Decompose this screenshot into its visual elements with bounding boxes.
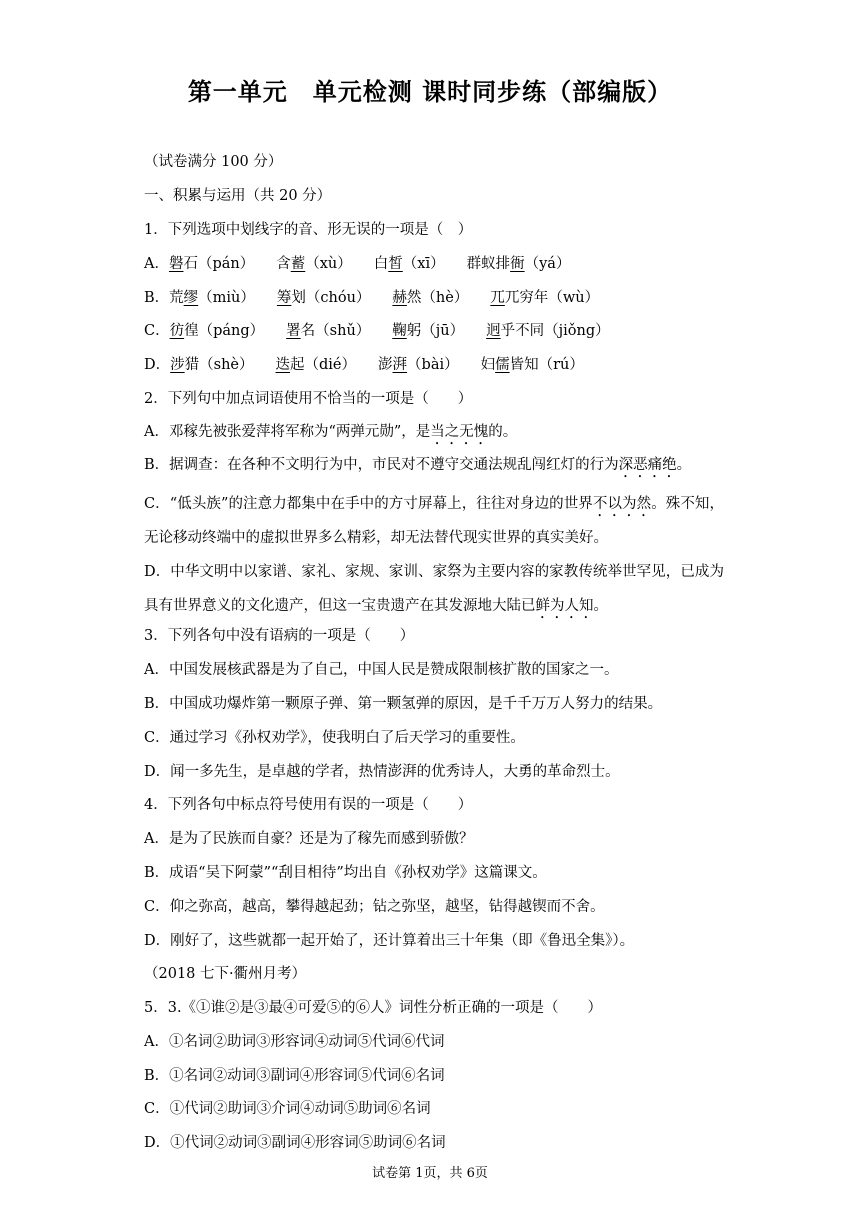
- part-of-speech: ②动词: [213, 1135, 258, 1151]
- sentence-text: 的。: [488, 424, 518, 440]
- underlined-character: 涉: [170, 357, 185, 373]
- question-5-stem: 5．3.《①谁②是③最④可爱⑤的⑥人》词性分析正确的一项是（ ）: [144, 1000, 603, 1016]
- question-5-option-a: [144, 1032, 444, 1052]
- underlined-character: 鞠: [392, 323, 407, 339]
- word-text: 起（dié）: [290, 357, 357, 373]
- dotted-idiom: 不以为然: [592, 496, 652, 512]
- underlined-character: 迭: [275, 357, 291, 373]
- sentence-text: D．中华文明中以家谱、家礼、家规、家训、家祭为主要内容的家教传统举世罕见，已成为具有世界意义的文化遗产，但这一宝贵遗产在其发源地大陆已: [144, 564, 724, 614]
- part-of-speech: ④动词: [313, 1034, 358, 1050]
- question-1-option-d: [144, 355, 584, 375]
- question-3-option-b: B．中国成功爆炸第一颗原子弹、第一颗氢弹的原因，是千千万万人努力的结果。: [144, 696, 663, 712]
- sentence-text: B．据调查：在各种不文明行为中，市民对不遵守交通法规乱闯红灯的行为: [144, 457, 619, 473]
- word-text: （xī）: [402, 256, 445, 272]
- word-text: 兀穷年（wù）: [504, 290, 600, 306]
- word-text: 然（hè）: [406, 290, 469, 306]
- dotted-idiom: 深恶痛绝: [618, 457, 677, 473]
- question-3-option-c: C．通过学习《孙权劝学》，使我明白了后天学习的重要性。: [144, 730, 525, 746]
- part-of-speech: ⑥名词: [387, 1101, 431, 1117]
- underlined-character: 筹: [276, 290, 292, 306]
- part-of-speech: ⑤助词: [358, 1135, 403, 1151]
- underlined-character: 赫: [392, 290, 407, 306]
- question-1-option-b: [144, 288, 599, 308]
- underlined-character: 缪: [183, 290, 199, 306]
- page-footer: 试卷第 1页，共 6页: [372, 1166, 488, 1181]
- part-of-speech: ④形容词: [299, 1068, 358, 1084]
- option-letter: D．: [144, 357, 171, 373]
- question-5-option-d: [144, 1133, 446, 1153]
- dotted-idiom: 当之无愧: [430, 424, 489, 440]
- sentence-text: 。: [676, 457, 692, 473]
- word-text: 名（shǔ）: [300, 323, 371, 339]
- question-3-option-d: D．闻一多先生，是卓越的学者，热情澎湃的优秀诗人，大勇的革命烈士。: [144, 764, 620, 780]
- word-text: 妇: [480, 357, 496, 373]
- part-of-speech: ⑥名词: [401, 1068, 445, 1084]
- question-4-option-b: B．成语“吴下阿蒙”“刮目相待”均出自《孙权劝学》这篇课文。: [144, 865, 547, 881]
- question-1-option-a: [144, 254, 570, 274]
- word-text: 荒: [169, 290, 184, 306]
- part-of-speech: ⑤代词: [357, 1034, 401, 1050]
- part-of-speech: ④动词: [300, 1101, 344, 1117]
- question-2-option-b: [144, 455, 691, 481]
- question-4-option-d: D．刚好了，这些就都一起开始了，还计算着出三十年集（即《鲁迅全集》）。: [144, 933, 635, 949]
- question-5-option-b: [144, 1066, 445, 1086]
- word-text: 澎: [378, 357, 393, 373]
- underlined-character: 皙: [388, 256, 403, 272]
- word-text: 躬（jū）: [406, 323, 465, 339]
- page-title: 第一单元 单元检测 课时同步练（部编版）: [187, 77, 673, 106]
- question-5-option-c: [144, 1099, 431, 1119]
- word-text: 群蚁排: [466, 256, 511, 272]
- question-2-stem: 2．下列句中加点词语使用不恰当的一项是（ ）: [144, 391, 473, 407]
- part-of-speech: ③形容词: [255, 1034, 314, 1050]
- word-text: 含: [276, 256, 291, 272]
- option-letter: C．: [144, 323, 170, 339]
- part-of-speech: ②助词: [212, 1034, 256, 1050]
- score-note: （试卷满分 100 分）: [144, 154, 283, 170]
- sentence-text: A．邓稼先被张爱萍将军称为“两弹元勋”，是: [144, 424, 431, 440]
- word-text: 皆知（rú）: [509, 357, 584, 373]
- word-text: （bài）: [407, 357, 459, 373]
- word-text: 乎不同（jiǒng）: [500, 323, 610, 339]
- option-letter: A．: [144, 256, 169, 272]
- underlined-character: 迥: [486, 323, 501, 339]
- dotted-idiom: 鲜为人知: [535, 598, 594, 614]
- word-text: 猎（shè）: [184, 357, 254, 373]
- question-4-option-c: C．仰之弥高，越高，攀得越起劲；钻之弥坚，越坚，钻得越锲而不舍。: [144, 899, 605, 915]
- sentence-text: 。殊不知，无论移动终端中的虚拟世界多么精彩，却无法替代现实世界的真实美好。: [144, 496, 725, 546]
- part-of-speech: ⑤代词: [357, 1068, 402, 1084]
- underlined-character: 儒: [495, 357, 510, 373]
- question-4-option-a: A．是为了民族而自豪？还是为了稼先而感到骄傲？: [144, 831, 474, 847]
- part-of-speech: ③介词: [256, 1101, 301, 1117]
- underlined-character: 蓄: [290, 256, 306, 272]
- part-of-speech: ①名词: [169, 1068, 213, 1084]
- question-source: （2018 七下·衢州月考）: [144, 966, 307, 982]
- part-of-speech: ①名词: [168, 1034, 213, 1050]
- question-2-option-a: [144, 422, 517, 448]
- word-text: （miù）: [198, 290, 255, 306]
- word-text: （yá）: [524, 256, 571, 272]
- part-of-speech: ②助词: [213, 1101, 257, 1117]
- underlined-character: 衙: [510, 256, 525, 272]
- part-of-speech: ②动词: [212, 1068, 257, 1084]
- question-2-option-c: [144, 487, 724, 555]
- underlined-character: 磐: [168, 256, 184, 272]
- part-of-speech: ①代词: [170, 1135, 214, 1151]
- part-of-speech: ④形容词: [300, 1135, 359, 1151]
- part-of-speech: ③副词: [257, 1135, 301, 1151]
- word-text: （xù）: [305, 256, 352, 272]
- underlined-character: 兀: [490, 290, 505, 306]
- question-3-stem: 3．下列各句中没有语病的一项是（ ）: [144, 628, 415, 644]
- option-letter: D．: [144, 1135, 171, 1151]
- option-letter: A．: [144, 1034, 169, 1050]
- question-4-stem: 4．下列各句中标点符号使用有误的一项是（ ）: [144, 797, 473, 813]
- word-text: 划（chóu）: [291, 290, 371, 306]
- section-heading: 一、积累与运用（共 20 分）: [144, 188, 332, 204]
- question-2-option-d: [144, 555, 724, 623]
- part-of-speech: ⑥代词: [400, 1034, 445, 1050]
- word-text: 徨（páng）: [184, 323, 265, 339]
- question-3-option-a: A．中国发展核武器是为了自己，中国人民是赞成限制核扩散的国家之一。: [144, 662, 619, 678]
- question-1-option-c: [144, 321, 610, 341]
- word-text: 白: [373, 256, 389, 272]
- underlined-character: 署: [286, 323, 301, 339]
- question-1-stem: 1．下列选项中划线字的音、形无误的一项是（ ）: [144, 222, 473, 238]
- option-letter: B．: [144, 290, 170, 306]
- sentence-text: 。: [593, 598, 608, 614]
- part-of-speech: ⑥名词: [402, 1135, 446, 1151]
- sentence-text: C．“低头族”的注意力都集中在手中的方寸屏幕上，往往对身边的世界: [144, 496, 593, 512]
- word-text: 石（pán）: [183, 256, 255, 272]
- option-letter: B．: [144, 1068, 170, 1084]
- part-of-speech: ①代词: [169, 1101, 214, 1117]
- underlined-character: 彷: [169, 323, 185, 339]
- underlined-character: 湃: [392, 357, 408, 373]
- part-of-speech: ⑤助词: [343, 1101, 388, 1117]
- part-of-speech: ③副词: [256, 1068, 300, 1084]
- option-letter: C．: [144, 1101, 170, 1117]
